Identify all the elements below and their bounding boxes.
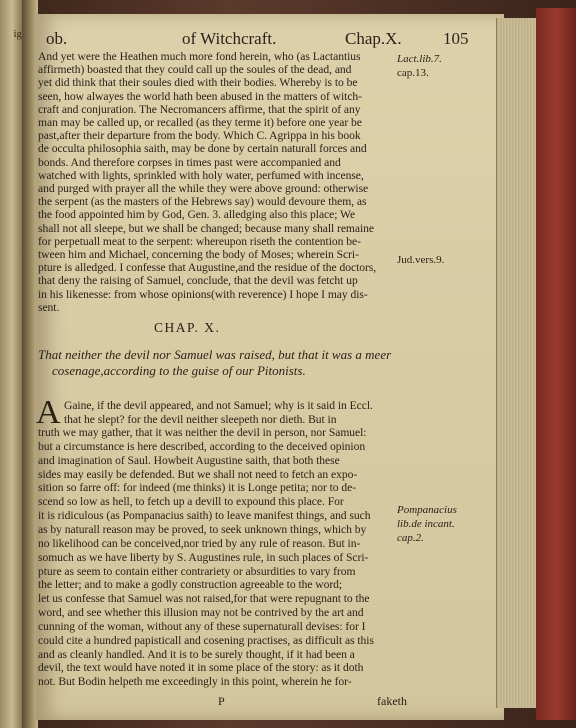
margin-note-jude: Jud.vers.9. <box>397 254 445 266</box>
chapter-summary-line-1: That neither the devil nor Samuel was raised, but that it was a meer <box>38 347 392 362</box>
text-line: cunning of the woman, without any of these supernaturall devises: for I <box>38 619 366 633</box>
text-line: in his likenesse: from whose opinions(with reverence) I hope I may dis- <box>38 287 368 301</box>
header-left: ob. <box>46 29 68 48</box>
text-line: devil, the text would have noted it in some place of the story: as it doth <box>38 661 364 675</box>
text-line: sent. <box>38 300 60 314</box>
signature-mark: P <box>218 694 225 708</box>
text-line: tween him and Michael, concerning the body of Moses; wherein Scri- <box>38 248 359 261</box>
text-line: past,after their departure from the body. Which C. Agrippa in his book <box>38 129 361 143</box>
previous-page-edge <box>0 0 22 728</box>
margin-note-cap2: cap.2. <box>397 532 424 544</box>
text-line: de occulta philosophia saith, may be done by certain naturall forces and <box>38 142 367 156</box>
cover-board <box>536 8 576 720</box>
text-line: affirmeth) boasted that they could call up the soules of the dead, and <box>38 63 352 77</box>
text-line: the serpent (as the masters of the Hebrews say) would devoure them, as <box>38 195 367 209</box>
margin-note-lactantius: Lact.lib.7. <box>397 53 442 65</box>
page-number: 105 <box>443 29 469 48</box>
text-line: could cite a hundred papisticall and cosening practises, as difficult as this <box>38 633 374 647</box>
drop-cap: A <box>36 394 61 431</box>
text-line: man may be called up, or recalled (as they terme it) before one year be <box>38 116 362 129</box>
text-line: word, and see whether this illusion may not be contrived by the art and <box>38 606 364 620</box>
running-title: of Witchcraft. <box>182 29 277 48</box>
text-line: sides may easily be defended. But we shall not need to fetch an expo- <box>38 467 358 481</box>
text-line: truth we may gather, that it was neither the devil in person, nor Samuel: <box>38 426 367 439</box>
text-line: sition so farre off: for indeed (me thinks) it is Longe petita; nor to de- <box>38 481 357 495</box>
text-line: somuch as we have liberty by S. Augustines rule, in such places of Scri- <box>38 550 369 564</box>
chapter-label: Chap.X. <box>345 29 402 48</box>
margin-note-lib-de-incant: lib.de incant. <box>397 518 455 530</box>
text-line: scend so low as hell, to fetch up a devill to expound this place. For <box>38 495 344 509</box>
text-line: that deny the raising of Samuel, conclude, that the devil was fetcht up <box>38 274 358 288</box>
text-line: pture as seem to contain either contrariety or absurdities to vary from <box>38 564 356 578</box>
text-line: and imagination of Saul. Howbeit Augustine saith, that both these <box>38 453 340 467</box>
text-line: and as cleanly handled. And it is to be surely thought, if it had been a <box>38 647 355 661</box>
text-line: seen, how alwayes the world hath been abused in the matters of witch- <box>38 89 362 103</box>
text-line: bonds. And therefore corpses in times past were accompanied and <box>38 155 341 169</box>
catchword: faketh <box>377 694 407 708</box>
text-line: pture is alledged. I confesse that Augustine,and the residue of the doctors, <box>38 261 377 275</box>
chapter-summary-line-2: cosenage,according to the guise of our Pitonists. <box>52 363 306 378</box>
text-line: craft and conjuration. The Necromancers affirme, that the spirit of any <box>38 102 361 116</box>
text-line: not. But Bodin helpeth me exceedingly in this point, wherein he for- <box>38 675 352 689</box>
text-line: but a circumstance is here described, according to the deceived opinion <box>38 439 366 453</box>
text-line: and purged with prayer all the while they were above ground: otherwise <box>38 182 369 195</box>
text-line: that he slept? for the devil neither sleepeth nor dieth. But in <box>64 412 337 426</box>
text-line: the food appointed him by God, Gen. 3. alledging also this place; We <box>38 208 356 222</box>
margin-note-cap13: cap.13. <box>397 67 429 79</box>
margin-note-pompanacius: Pompanacius <box>397 504 457 516</box>
text-line: yet did think that their soules died with their bodies. Whereby is to be <box>38 76 358 90</box>
text-line: shall not all sleepe, but we shall be changed; because many shall remaine <box>38 221 374 235</box>
text-line: let us confesse that Samuel was not raised,for that were repugnant to the <box>38 592 370 606</box>
previous-page-fragment: ig <box>13 28 22 40</box>
text-line: watched with lights, sprinkled with holy water, perfumed with incense, <box>38 168 364 182</box>
text-line: no likelihood can be conceived,nor tried by any rule of reason. But in- <box>38 536 361 550</box>
text-line: for perpetuall meat to the serpent: whereupon riseth the contention be- <box>38 234 361 248</box>
text-line: And yet were the Heathen much more fond herein, who (as Lactantius <box>38 50 361 63</box>
text-line: the letter; and to make a godly construction agreeable to the word; <box>38 578 343 592</box>
page-edges <box>496 18 538 708</box>
chapter-heading: CHAP. X. <box>154 320 221 335</box>
text-line: as by naturall reason may be proved, to seek unknown things, which by <box>38 522 367 536</box>
text-line: it is ridiculous (as Pompanacius saith) to leave manifest things, and such <box>38 509 371 523</box>
text-line: Gaine, if the devil appeared, and not Samuel; why is it said in Eccl. <box>64 399 373 412</box>
